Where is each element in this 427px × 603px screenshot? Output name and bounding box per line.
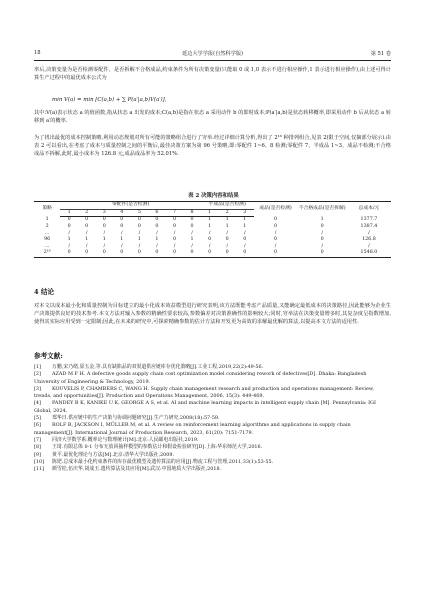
reference-text: 同济大学数学系.概率论与数理统计[M].北京:人民邮电出版社,2019. [52, 436, 199, 443]
subheader-part-8: 8 [183, 209, 201, 217]
table-cell: 0 [320, 224, 324, 230]
header-finished: 成品(是否检测) [254, 202, 298, 217]
table-cell: 0 [201, 250, 219, 257]
references-heading: 参考文献: [34, 352, 63, 360]
paragraph-conclusion: 对本文以成本最小化和质量控制为目标建立的最小化成本效益模型进行研究表明,该方法既能考虑产品质量,又能确定最低成本的决策路径,因此能够为企业生产决策提供良好的技术参考.本文方法对输入参数的精确性要求较高,参数偏差对决策准确性的影响较大;同时,穷举法在决策变量增多时,其复杂度呈指数增加,使得其实际应用受到一定限制;因此,在未来的研究中,可探索精确参数的估计方法和开发更为高效的求解最优解的算法,以提高本文方法的适用性. [34, 303, 391, 326]
table-cell: / [368, 243, 370, 249]
table-cell: / [191, 243, 193, 249]
reference-item [34, 466, 391, 473]
reference-text: 陈钯.总成本最小化约束条件的库存最优模型及遗传算法的应用[J].物流工程与管理,2011,33(1):53-55. [52, 458, 274, 465]
table-cell: 0 [320, 237, 324, 243]
paragraph-definitions: 其中:V(a)表示状态 a 的值函数,指从状态 a 出发的成本;C(a,b)是指在状态 a 采用动作 b 的即时成本;P(a′|a,b)是状态转移概率,即采用动作 b 后从状态 a 转移到 a′的概率. [34, 110, 391, 125]
subheader-part-2: 2 [78, 209, 96, 217]
table-cell: / [243, 230, 246, 236]
reference-number: [1] [34, 364, 41, 370]
subheader-semi-2: 2 [218, 209, 236, 217]
references-list [34, 364, 391, 473]
table-cell: 0 [172, 217, 177, 223]
header-reject: 不合格成品(是否拆解) [297, 202, 346, 217]
table-cell: 1 [225, 224, 229, 230]
reference-text: 黄平.最优化理论与方法[M].北京:清华大学出版社,2009. [52, 451, 175, 458]
reference-number: [11] [34, 466, 45, 473]
table-cell: 0 [225, 237, 229, 243]
table-cell: 1 [208, 217, 212, 223]
results-table [34, 201, 391, 258]
reference-number: [2] [34, 371, 41, 378]
table-cell: 0 [137, 217, 141, 223]
table-cell: / [173, 243, 176, 249]
reference-item [34, 422, 391, 437]
subheader-part-1: 1 [60, 209, 78, 217]
table-cell: / [121, 230, 123, 236]
page-number: 18 [34, 50, 41, 56]
subheader-part-5: 5 [131, 209, 149, 217]
reference-item [34, 364, 391, 371]
table-cell: 1377.7 [360, 217, 378, 223]
table-cell: 0 [208, 237, 212, 243]
paragraph-objective: 率后,决策变量为是否检测零配件、是否拆解不合格成品,约束条件为所有决策变量(只能取 0 或 1,0 表示不进行相应操作,1 表示进行相应操作),由上述可得计算生产过程中的最优成本公式为 [34, 67, 391, 82]
table-cell: 0 [236, 250, 254, 257]
subheader-part-7: 7 [166, 209, 184, 217]
table-cell: 0 [273, 217, 278, 223]
table-cell: 0 [254, 250, 298, 257]
reference-item [34, 452, 391, 459]
table-cell: 0 [137, 224, 141, 230]
table-cell: 0 [113, 250, 131, 257]
table-row [34, 230, 391, 237]
table-cell: / [103, 243, 106, 249]
reference-number: [3] [34, 385, 41, 392]
table-cell: / [121, 243, 123, 249]
reference-text: AZAD M F H. A defective goods supply chain cost optimization model considering rework of defectives[D]. Dhaka: Bangladesh University of Engineering & Technology, 2019. [34, 371, 367, 385]
table-cell: / [321, 243, 323, 249]
table-cell: 126.8 [362, 237, 376, 243]
table-cell: 0 [190, 217, 194, 223]
table-cell: 0 [155, 224, 159, 230]
table-cell: / [226, 243, 229, 249]
table-cell: / [85, 230, 88, 236]
table-cell: 0 [218, 250, 236, 257]
table-cell: … [44, 243, 50, 249]
table-cell: 1 [67, 237, 71, 243]
table-cell: 1 [137, 237, 141, 243]
table-cell: 0 [85, 224, 89, 230]
table-header-row [34, 202, 391, 210]
table-cell: 96 [44, 237, 51, 243]
table-row [34, 217, 391, 224]
table-cell: 0 [67, 217, 71, 223]
table-cell: 1 [225, 217, 229, 223]
reference-text: PANDEY B K, KANIKE U K, GEORGE A S, et al. AI and machine learning impacts in intelligent supply chain [M]. Pennsylvania: IGI Global, 2024. [34, 400, 376, 414]
table-cell: / [321, 230, 323, 236]
table-cell: / [138, 243, 141, 249]
table-cell: … [44, 230, 50, 236]
table-cell: 2¹⁶ [34, 250, 60, 257]
reference-item [34, 371, 391, 386]
table-cell: / [243, 243, 246, 249]
table-cell: / [85, 243, 88, 249]
table-caption: 表 2 决策内容和结果 [188, 193, 239, 199]
table-cell: 0 [85, 217, 89, 223]
header-cost: 总成本/元 [347, 202, 391, 217]
table-cell: 0 [60, 250, 78, 257]
table-cell: 0 [273, 224, 278, 230]
table-cell: 0 [95, 250, 113, 257]
reference-number: [4] [34, 400, 41, 407]
table-cell: 0 [120, 217, 124, 223]
subheader-semi-3: 3 [236, 209, 254, 217]
subheader-part-3: 3 [95, 209, 113, 217]
table-cell: 1 [45, 217, 49, 223]
table-cell: 0 [102, 217, 106, 223]
volume-label: 第 51 卷 [370, 51, 391, 57]
table-row [34, 250, 391, 257]
header-semi-group: 半成品(是否检测) [201, 202, 254, 210]
table-cell: 0 [78, 250, 96, 257]
header-strategy: 策略 [34, 202, 60, 217]
reference-text: KOUVELIS P, CHAMBERS C, WANG H. Supply chain management research and production and operations management: Review, trends, and opportunities[J]. Production and Operations Management, 2006, 15(3): 449-469. [34, 385, 375, 400]
paragraph-results: 为了找出最优的成本控制策略,利用动态规划对所有可能的策略组合进行了穷举.经过详细计算分析,得出了 2¹⁶ 种排列组合,见表 2(限于空间,仅摘部分展示).由表 2 可以看出,在考虑了成本与质量控制之间的平衡后,最佳决策方案为第 96 号策略,即:零配件 1~6、8 检测;零配件 7、半成品 1~3、成品不检测;不合格成品不拆解,此时,最小成本为 126.8 元,成品成品率为 52.01%. [34, 135, 391, 158]
table-cell: 1 [102, 237, 106, 243]
table-cell: 0 [183, 250, 201, 257]
subheader-part-6: 6 [148, 209, 166, 217]
table-cell: 1387.4 [360, 224, 378, 230]
reference-text: 万鹏,宋乃绪,原五金,等.具有缺陷品的双渠道供应链库存优化策略[J].工业工程,2019,22(2):49-56. [52, 364, 264, 370]
table-cell: 1 [208, 224, 212, 230]
table-cell: / [368, 230, 370, 236]
table-cell: / [156, 243, 158, 249]
table-cell: / [103, 230, 106, 236]
table-cell: 1 [120, 237, 124, 243]
reference-number: [6] [34, 422, 41, 429]
table-cell: / [208, 230, 211, 236]
table-cell: / [226, 230, 229, 236]
table-cell: / [68, 243, 70, 249]
table-cell: 1548.0 [347, 250, 391, 257]
table-cell: 0 [166, 250, 184, 257]
table-cell: 1 [243, 217, 247, 223]
bellman-formula: min V(a) = min [C(a,b) + ∑ P(a′|a,b)V(a′)], [52, 97, 167, 103]
table-cell: 0 [102, 224, 106, 230]
table-cell: / [156, 230, 158, 236]
reference-text: 颜雪松,伍庆华,胡成玉.遗传算法及其应用[M].武汉:中国地质大学出版社,2018. [52, 466, 222, 473]
running-header [34, 50, 391, 61]
table-cell: 0 [172, 237, 177, 243]
table-cell: / [191, 230, 193, 236]
reference-number: [5] [34, 415, 41, 422]
table-cell: 0 [155, 217, 159, 223]
table-cell: / [208, 243, 211, 249]
table-cell: 1 [190, 237, 194, 243]
table-cell: 2 [45, 224, 49, 230]
table-cell: 0 [172, 224, 177, 230]
table-cell: 0 [148, 250, 166, 257]
reference-text: 王琦.有限总体 0-1 分布无放回抽样模型的参数估计和假设检验研究[D].上海:华东师范大学,2016. [52, 444, 263, 451]
table-body [34, 217, 391, 258]
table-cell: 0 [273, 237, 278, 243]
reference-item [34, 400, 391, 415]
table-cell: / [138, 230, 141, 236]
reference-text: ROLF B, JACKSON I, MÜLLER M, et al. A review on reinforcement learning algorithms and applications in supply chain management[J]. International Journal of Production Research, 2023, 61(20): 7151-7179. [34, 422, 351, 436]
header-parts-group: 零配件(是否检测) [60, 202, 201, 210]
reference-item [34, 444, 391, 451]
table-cell: 1 [155, 237, 159, 243]
reference-text: 郑华日.供应链中的生产决策与协调问题研究[J].生产力研究,2008(18):57-59. [52, 415, 220, 422]
reference-number: [8] [34, 444, 41, 451]
subheader-semi-1: 1 [201, 209, 219, 217]
table-cell: 1 [320, 217, 324, 223]
table-cell: 0 [67, 224, 71, 230]
table-cell: 0 [131, 250, 149, 257]
reference-number: [7] [34, 436, 41, 443]
table-row [34, 224, 391, 231]
table-cell: 0 [297, 250, 346, 257]
table-row [34, 237, 391, 244]
table-cell: / [68, 230, 70, 236]
subheader-part-4: 4 [113, 209, 131, 217]
table-cell: / [274, 243, 277, 249]
table-cell: 0 [190, 224, 194, 230]
reference-number: [10] [34, 458, 45, 465]
table-cell: 1 [85, 237, 89, 243]
journal-title: 延边大学学报(自然科学版) [181, 51, 244, 57]
reference-number: [9] [34, 451, 41, 458]
table-cell: 1 [243, 224, 247, 230]
table-cell: / [274, 230, 277, 236]
table-cell: / [173, 230, 176, 236]
reference-item [34, 386, 391, 401]
table-cell: 0 [120, 224, 124, 230]
table-cell: 0 [243, 237, 247, 243]
section-heading-conclusion: 4 结论 [34, 288, 55, 296]
